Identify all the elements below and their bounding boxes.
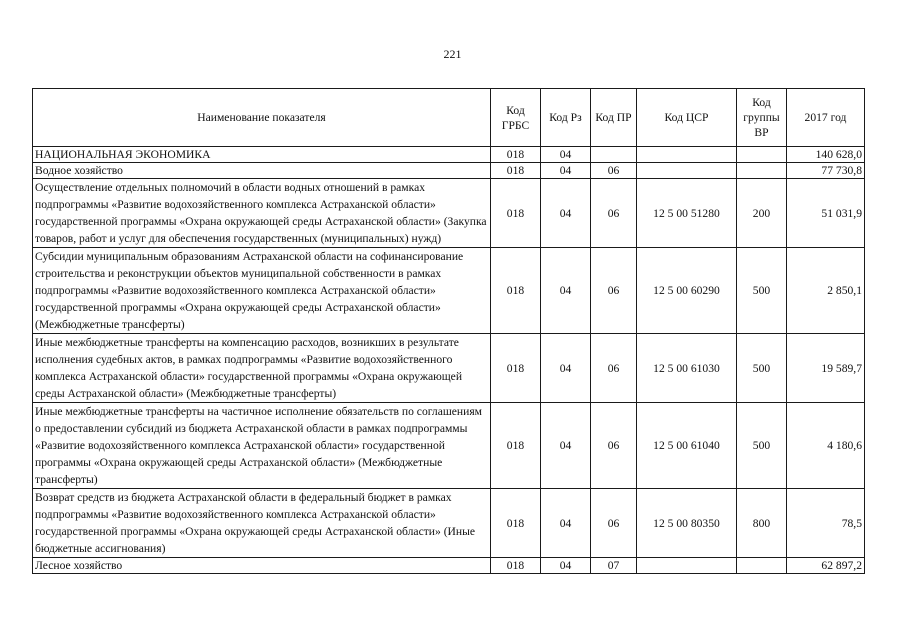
row-csr: 12 5 00 60290: [637, 248, 737, 334]
row-rz: 04: [541, 489, 591, 558]
row-csr: [637, 558, 737, 574]
row-name: Возврат средств из бюджета Астраханской области в федеральный бюджет в рамках подпрограммы «Развитие водохозяйственного комплекса Астраханской области» государственной программы «Охрана окружающей среды Астраханской области» (Иные бюджетные ассигнования): [33, 489, 491, 558]
row-rz: 04: [541, 334, 591, 403]
header-pr: Код ПР: [591, 89, 637, 147]
header-grbs: Код ГРБС: [491, 89, 541, 147]
row-name: Субсидии муниципальным образованиям Астраханской области на софинансирование строительства и реконструкции объектов муниципальной собственности в рамках подпрограммы «Развитие водохозяйственного комплекса Астраханской области» государственной программы «Охрана окружающей среды Астраханской области» (Межбюджетные трансферты): [33, 248, 491, 334]
row-pr: [591, 147, 637, 163]
row-grbs: 018: [491, 558, 541, 574]
row-name: Иные межбюджетные трансферты на частичное исполнение обязательств по соглашениям о предоставлении субсидий из бюджета Астраханской области в рамках подпрограммы «Развитие водохозяйственного комплекса Астраханской области» государственной программы «Охрана окружающей среды Астраханской области» (Межбюджетные трансферты): [33, 403, 491, 489]
row-name: НАЦИОНАЛЬНАЯ ЭКОНОМИКА: [33, 147, 491, 163]
row-rz: 04: [541, 163, 591, 179]
row-vr: 500: [737, 334, 787, 403]
row-pr: 06: [591, 163, 637, 179]
row-grbs: 018: [491, 489, 541, 558]
row-vr: 800: [737, 489, 787, 558]
row-name: Иные межбюджетные трансферты на компенсацию расходов, возникших в результате исполнения судебных актов, в рамках подпрограммы «Развитие водохозяйственного комплекса Астраханской области» государственной программы «Охрана окружающей среды Астраханской области» (Межбюджетные трансферты): [33, 334, 491, 403]
table-header-row: [33, 89, 865, 147]
row-grbs: 018: [491, 163, 541, 179]
row-pr: 06: [591, 179, 637, 248]
row-name: Осуществление отдельных полномочий в области водных отношений в рамках подпрограммы «Развитие водохозяйственного комплекса Астраханской области» государственной программы «Охрана окружающей среды Астраханской области» (Закупка товаров, работ и услуг для обеспечения государственных (муниципальных) нужд): [33, 179, 491, 248]
row-pr: 07: [591, 558, 637, 574]
row-csr: 12 5 00 61030: [637, 334, 737, 403]
table-row: [33, 248, 865, 334]
row-rz: 04: [541, 403, 591, 489]
row-rz: 04: [541, 147, 591, 163]
row-vr: [737, 163, 787, 179]
row-name: Водное хозяйство: [33, 163, 491, 179]
row-amount: 77 730,8: [787, 163, 865, 179]
page-number: 221: [443, 47, 462, 61]
row-amount: 78,5: [787, 489, 865, 558]
row-csr: 12 5 00 51280: [637, 179, 737, 248]
header-csr: Код ЦСР: [637, 89, 737, 147]
row-csr: [637, 163, 737, 179]
row-grbs: 018: [491, 334, 541, 403]
header-vr: Код группы ВР: [737, 89, 787, 147]
row-amount: 62 897,2: [787, 558, 865, 574]
table-row: [33, 147, 865, 163]
row-pr: 06: [591, 403, 637, 489]
header-year: 2017 год: [787, 89, 865, 147]
row-amount: 2 850,1: [787, 248, 865, 334]
row-grbs: 018: [491, 403, 541, 489]
row-vr: 200: [737, 179, 787, 248]
table-row: [33, 489, 865, 558]
table-row: [33, 403, 865, 489]
row-rz: 04: [541, 248, 591, 334]
row-amount: 51 031,9: [787, 179, 865, 248]
row-pr: 06: [591, 334, 637, 403]
row-rz: 04: [541, 558, 591, 574]
row-csr: 12 5 00 80350: [637, 489, 737, 558]
row-grbs: 018: [491, 179, 541, 248]
row-rz: 04: [541, 179, 591, 248]
row-pr: 06: [591, 489, 637, 558]
row-amount: 4 180,6: [787, 403, 865, 489]
header-name: Наименование показателя: [33, 89, 491, 147]
row-grbs: 018: [491, 147, 541, 163]
budget-table: [32, 88, 865, 574]
table-row: [33, 558, 865, 574]
row-vr: 500: [737, 403, 787, 489]
table-row: [33, 334, 865, 403]
row-amount: 19 589,7: [787, 334, 865, 403]
row-pr: 06: [591, 248, 637, 334]
row-vr: [737, 147, 787, 163]
row-vr: [737, 558, 787, 574]
row-name: Лесное хозяйство: [33, 558, 491, 574]
row-amount: 140 628,0: [787, 147, 865, 163]
row-grbs: 018: [491, 248, 541, 334]
row-csr: 12 5 00 61040: [637, 403, 737, 489]
table-row: [33, 179, 865, 248]
row-csr: [637, 147, 737, 163]
header-rz: Код Рз: [541, 89, 591, 147]
row-vr: 500: [737, 248, 787, 334]
table-row: [33, 163, 865, 179]
